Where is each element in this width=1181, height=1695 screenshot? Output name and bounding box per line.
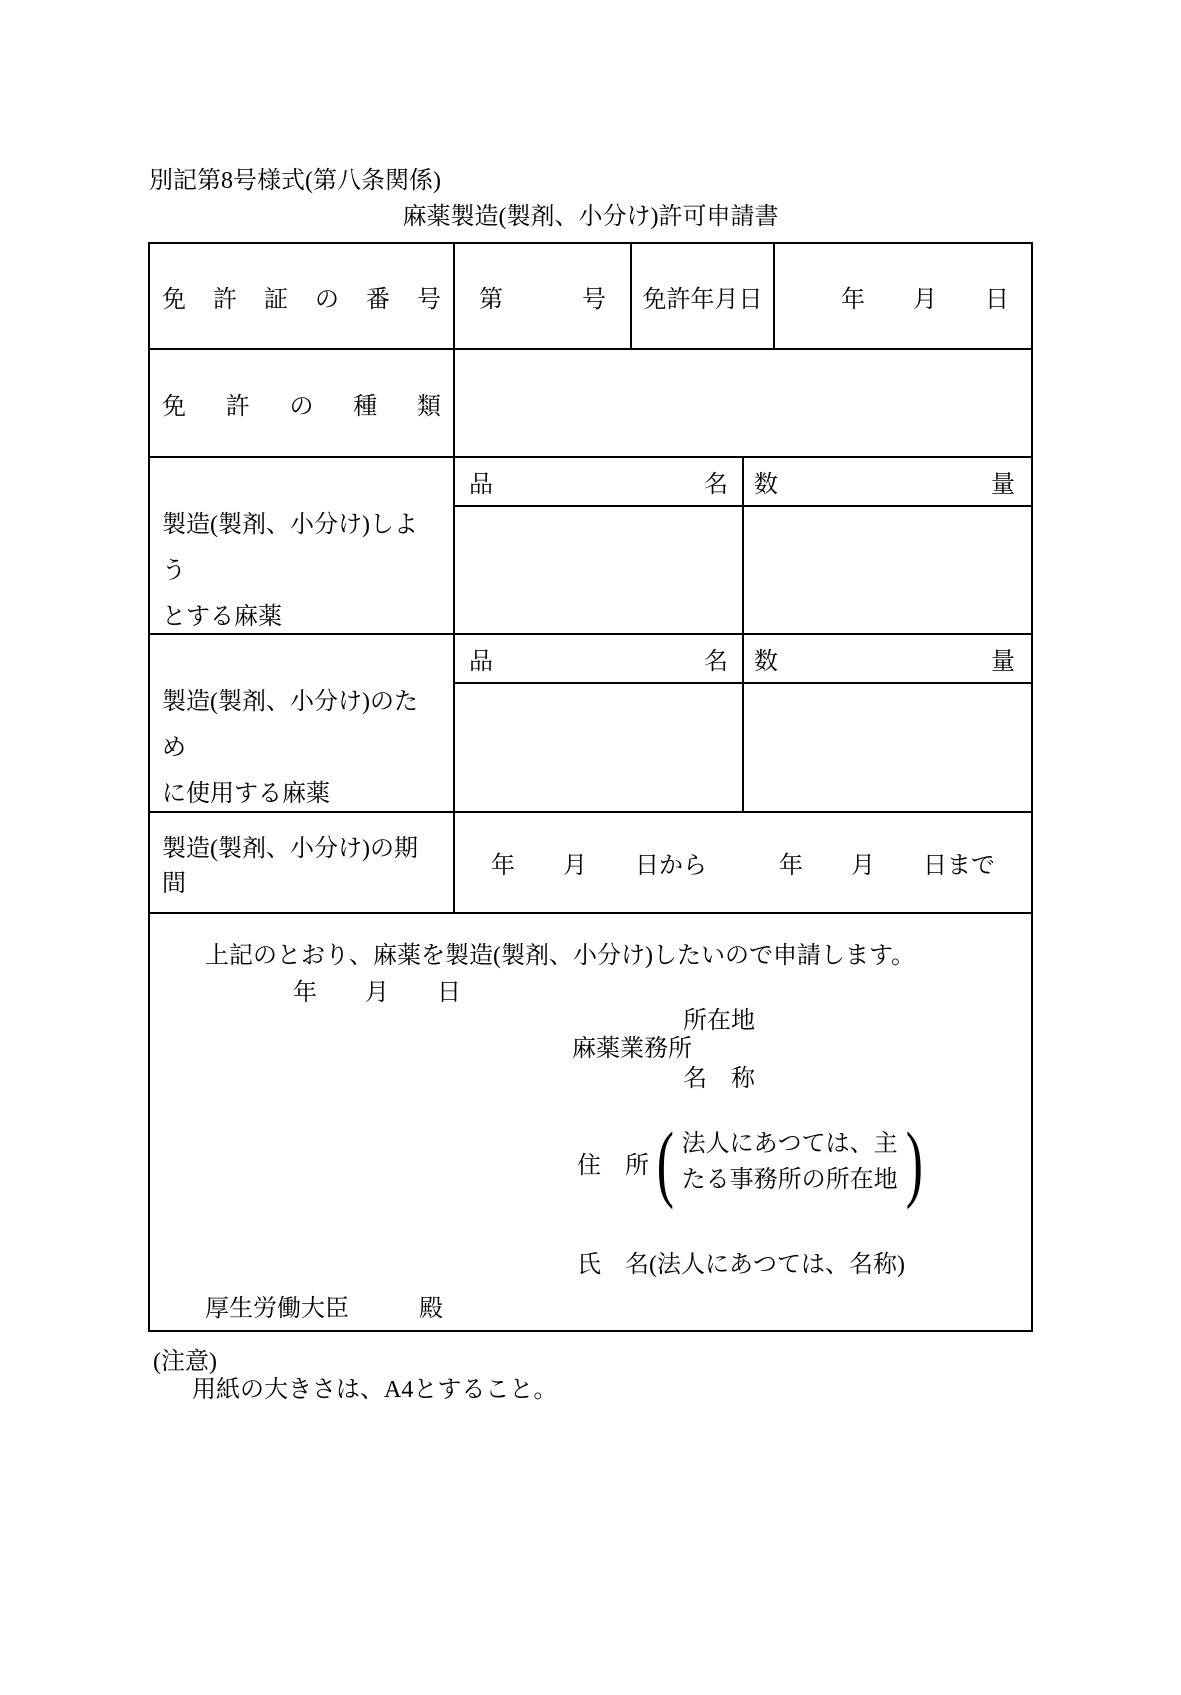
manufacture-target-detail xyxy=(455,458,1031,633)
qty-header-cell xyxy=(744,458,1031,505)
manufacture-use-header-row xyxy=(455,635,1031,684)
qty-header: 数量 xyxy=(754,649,1015,675)
notes-body: 用紙の大きさは、A4とすること。 xyxy=(192,1377,558,1403)
period-label: 製造(製剤、小分け)の期間 xyxy=(162,835,418,897)
notes-title: (注意) xyxy=(153,1349,217,1375)
period-label-cell xyxy=(150,813,455,912)
address-note-line2: たる事務所の所在地 xyxy=(681,1167,898,1193)
license-type-label: 免許の種類 xyxy=(162,393,441,420)
table-row-license-number xyxy=(150,244,1031,350)
period-value-cell xyxy=(455,813,1031,912)
license-date-label-cell xyxy=(632,244,775,348)
applicant-name-line: 氏 名(法人にあつては、名称) xyxy=(577,1252,905,1278)
manufacture-target-label-line2: とする麻薬 xyxy=(162,604,282,630)
name-header: 品名 xyxy=(469,649,728,675)
license-number-label: 免許証の番号 xyxy=(162,286,441,313)
name-value-cell xyxy=(455,684,744,811)
license-date-value-cell xyxy=(775,244,1031,348)
qty-header-cell xyxy=(744,635,1031,682)
address-corporate-note xyxy=(680,1126,900,1198)
narcotics-office-label: 麻薬業務所 xyxy=(572,1036,692,1062)
right-paren-glyph: ) xyxy=(905,1114,923,1210)
license-date-label: 免許年月日 xyxy=(642,286,763,313)
manufacture-use-label-line1: 製造(製剤、小分け)のため xyxy=(162,689,418,761)
table-row-manufacture-use xyxy=(150,635,1031,813)
number-suffix: 号 xyxy=(582,286,606,313)
name-header-cell xyxy=(455,458,744,505)
manufacture-use-data-row xyxy=(455,684,1031,811)
application-form-table xyxy=(148,242,1033,1332)
name-header: 品名 xyxy=(469,472,728,498)
license-number-prefix-suffix xyxy=(479,279,606,314)
minister-label: 厚生労働大臣 xyxy=(205,1296,349,1322)
declaration-text: 上記のとおり、麻薬を製造(製剤、小分け)したいので申請します。 xyxy=(205,943,916,969)
qty-header: 数量 xyxy=(754,472,1015,498)
license-number-label-cell xyxy=(150,244,455,348)
license-type-value-cell xyxy=(455,350,1031,456)
name-value-cell xyxy=(455,507,744,633)
manufacture-use-label-line2: に使用する麻薬 xyxy=(162,781,330,807)
number-prefix: 第 xyxy=(479,286,582,313)
license-type-label-cell xyxy=(150,350,455,456)
table-row-manufacture-target xyxy=(150,458,1031,635)
address-group xyxy=(577,1114,928,1210)
application-statement-block xyxy=(150,914,1031,1330)
table-row-period xyxy=(150,813,1031,914)
name-header-cell xyxy=(455,635,744,682)
left-paren-glyph: ( xyxy=(656,1114,674,1210)
page-title: 麻薬製造(製剤、小分け)許可申請書 xyxy=(402,204,779,230)
manufacture-target-label-line1: 製造(製剤、小分け)しよう xyxy=(162,512,418,584)
license-date-value: 年 月 日 xyxy=(841,286,1009,313)
manufacture-target-label-cell xyxy=(150,458,455,633)
qty-value-cell xyxy=(744,507,1031,633)
table-row-license-type xyxy=(150,350,1031,458)
form-number: 別記第8号様式(第八条関係) xyxy=(149,168,441,194)
qty-value-cell xyxy=(744,684,1031,811)
office-name-label: 名 称 xyxy=(683,1066,755,1092)
manufacture-target-data-row xyxy=(455,507,1031,633)
application-date-line: 年 月 日 xyxy=(293,980,461,1006)
license-number-value-cell xyxy=(455,244,632,348)
manufacture-use-detail xyxy=(455,635,1031,811)
address-note-line1: 法人にあつては、主 xyxy=(681,1131,898,1157)
manufacture-target-header-row xyxy=(455,458,1031,507)
minister-line xyxy=(205,1288,443,1323)
address-label: 住 所 xyxy=(577,1152,649,1179)
office-location-label: 所在地 xyxy=(683,1008,755,1034)
manufacture-use-label-cell xyxy=(150,635,455,811)
period-value: 年 月 日から 年 月 日まで xyxy=(491,853,995,879)
minister-honorific: 殿 xyxy=(419,1296,443,1322)
